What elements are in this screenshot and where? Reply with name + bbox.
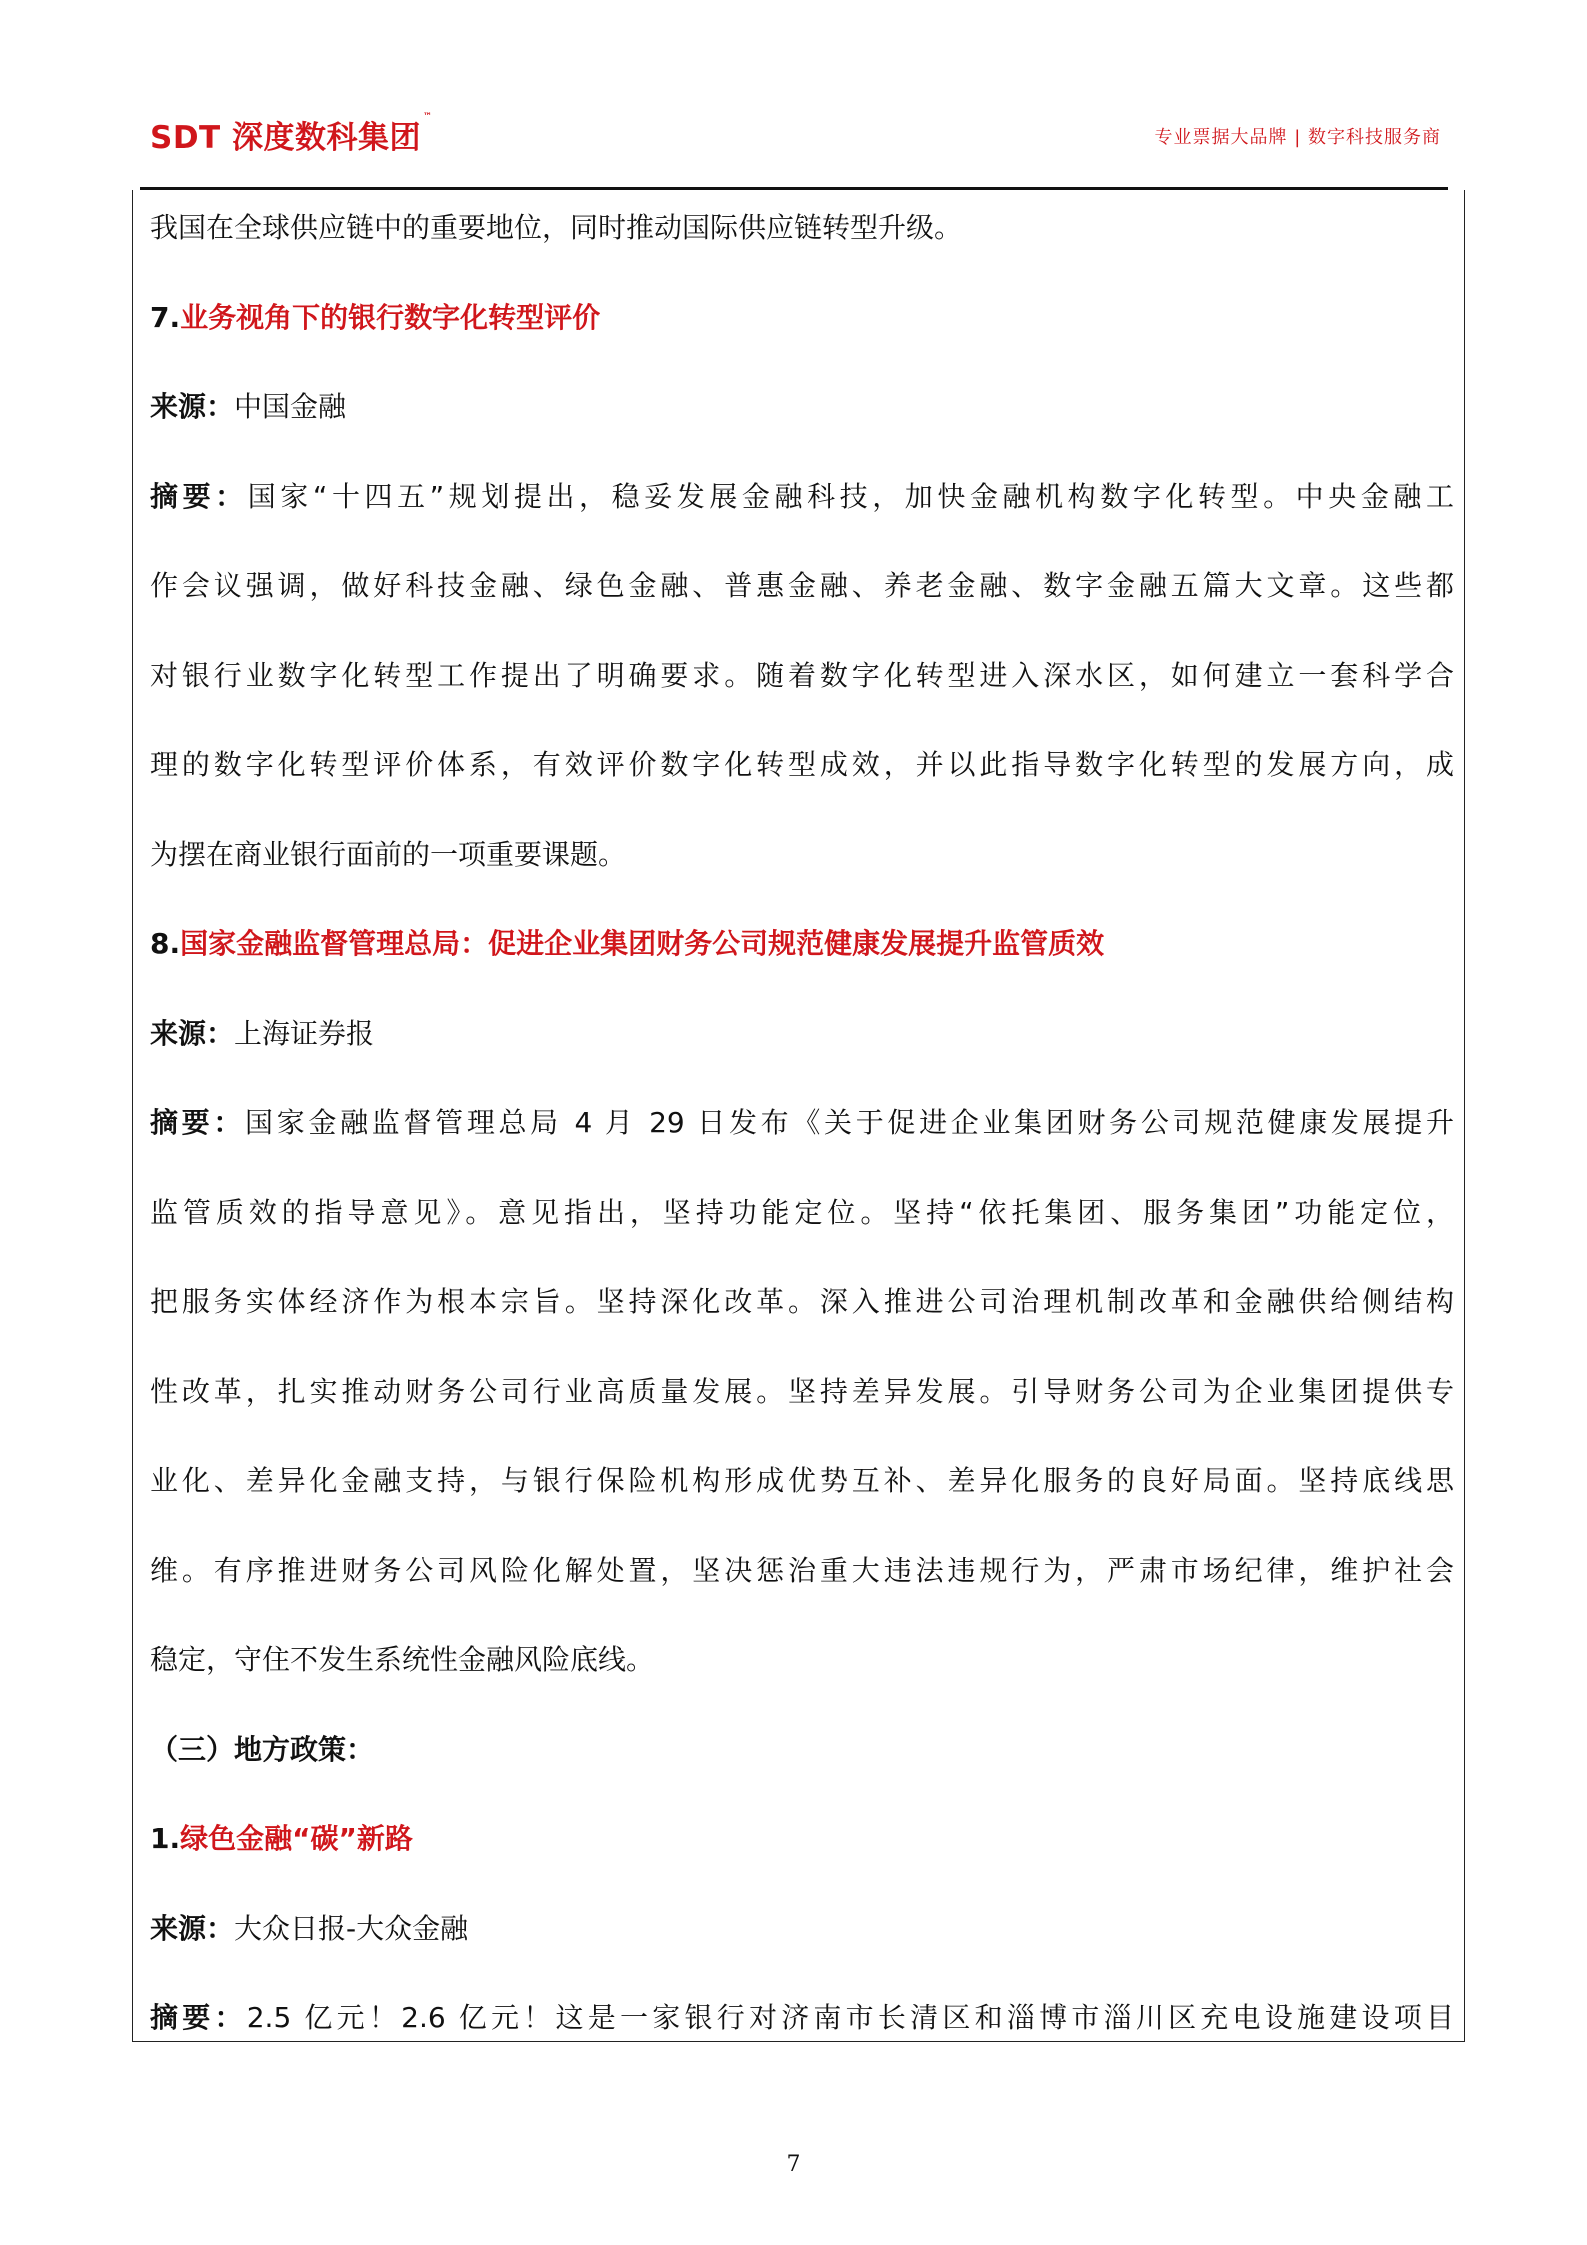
abstract-label: 摘要： [150,479,248,513]
logo-text: SDT 深度数科集团 [150,120,421,156]
abstract-text: 2.5 亿元！2.6 亿元！这是一家银行对济南市长清区和淄博市淄川区充电设施建设项目 [246,2001,1454,2034]
article-number: 8. [150,927,181,960]
article-7-source [150,378,1454,468]
source-value: 中国金融 [234,390,347,423]
abstract-line: 对银行业数字化转型工作提出了明确要求。随着数字化转型进入深水区，如何建立一套科学合 [150,658,1454,692]
source-value: 上海证券报 [234,1016,375,1050]
article-title: 业务视角下的银行数字化转型评价 [180,300,601,334]
article-1-abstract-line [150,1989,1454,2079]
article-title: 国家金融监督管理总局：促进企业集团财务公司规范健康发展提升监管质效 [180,927,1105,960]
abstract-line: 作会议强调，做好科技金融、绿色金融、普惠金融、养老金融、数字金融五篇大文章。这些都 [150,569,1454,602]
article-number: 1. [150,1822,181,1855]
paragraph-line: 我国在全球供应链中的重要地位，同时推动国际供应链转型升级。 [150,211,963,244]
source-label: 来源： [150,1016,235,1050]
article-number: 7. [150,300,181,334]
abstract-line: 理的数字化转型评价体系，有效评价数字化转型成效，并以此指导数字化转型的发展方向，成 [150,748,1454,781]
article-title: 绿色金融“碳”新路 [180,1822,413,1855]
section-heading: （三）地方政策： [150,1732,375,1766]
document-body [150,199,1454,2079]
article-8-source [150,1005,1454,1095]
source-label: 来源： [150,390,235,423]
article-1-title [150,1810,1454,1900]
abstract-line: 稳定，守住不发生系统性金融风险底线。 [150,1643,655,1676]
abstract-label: 摘要： [150,1106,246,1139]
article-8-abstract-line [150,1094,1454,1184]
abstract-line: 为摆在商业银行面前的一项重要课题。 [150,837,627,871]
trademark-mark: ™ [423,112,433,122]
page-header [0,0,1587,200]
abstract-text: 国家金融监督管理总局 4 月 29 日发布《关于促进企业集团财务公司规范健康发展提升 [245,1106,1454,1139]
abstract-label: 摘要： [150,2001,247,2034]
header-slogan: 专业票据大品牌 | 数字科技服务商 [1154,127,1441,148]
abstract-line: 监管质效的指导意见》。意见指出，坚持功能定位。坚持“依托集团、服务集团”功能定位， [150,1195,1454,1229]
article-7-title [150,289,1454,379]
article-7-abstract-line [150,468,1454,558]
article-8-title [150,915,1454,1005]
abstract-line: 性改革，扎实推动财务公司行业高质量发展。坚持差异发展。引导财务公司为企业集团提供专 [150,1374,1454,1408]
source-value: 大众日报-大众金融 [234,1911,469,1945]
article-1-source [150,1900,1454,1990]
abstract-line: 维。有序推进财务公司风险化解处置，坚决惩治重大违法违规行为，严肃市场纪律，维护社会 [150,1553,1454,1587]
abstract-line: 把服务实体经济作为根本宗旨。坚持深化改革。深入推进公司治理机制改革和金融供给侧结构 [150,1285,1454,1318]
page-number: 7 [786,2152,801,2177]
source-label: 来源： [150,1911,235,1945]
abstract-line: 业化、差异化金融支持，与银行保险机构形成优势互补、差异化服务的良好局面。坚持底线思 [150,1464,1454,1497]
abstract-text: 国家“十四五”规划提出，稳妥发展金融科技，加快金融机构数字化转型。中央金融工 [247,479,1454,513]
company-logo [150,112,433,157]
